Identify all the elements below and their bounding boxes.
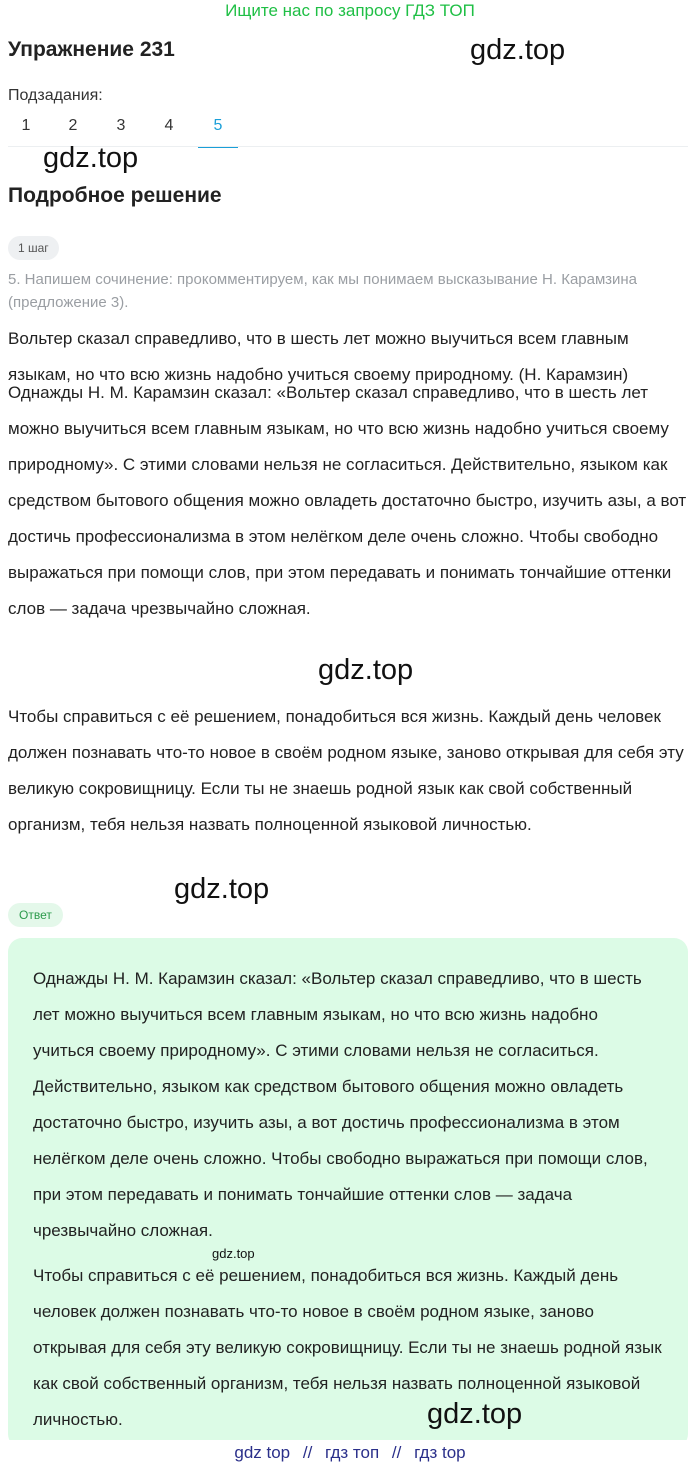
answer-paragraph-1: Однажды Н. М. Карамзин сказал: «Вольтер сказал справедливо, что в шесть лет можно выучиться всем главным языкам, но что всю жизнь надобно учиться своему природному». С этими словами нельзя не согласиться. Действительно, языком как средством бытового общения можно овладеть достаточно быстро, изучить азы, а вот достичь профессионализма в этом нелёгком деле очень сложно. Чтобы свободно выражаться при помощи слов, при этом передавать и понимать тончайшие оттенки слов — задача чрезвычайно сложная. xyxy=(33,969,648,1240)
watermark: gdz.top xyxy=(43,142,139,174)
essay-paragraph-1: Однажды Н. М. Карамзин сказал: «Вольтер сказал справедливо, что в шесть лет можно выучиться всем главным языкам, но что всю жизнь надобно учиться своему природному». С этими словами нельзя не согласиться. Действительно, языком как средством бытового общения можно овладеть достаточно быстро, изучить азы, а вот достичь профессионализма в этом нелёгком деле очень сложно. Чтобы свободно выражаться при помощи слов, при этом передавать и понимать тончайшие оттенки слов — задача чрезвычайно сложная. xyxy=(8,383,687,618)
footer-separator: // xyxy=(302,1443,313,1462)
subtask-tab-5[interactable]: 5 xyxy=(198,112,238,148)
answer-badge: Ответ xyxy=(8,903,63,927)
answer-paragraph-2: Чтобы справиться с её решением, понадобиться вся жизнь. Каждый день человек должен познавать что-то новое в своём родном языке, заново открывая для себя эту великую сокровищницу. Если ты не знаешь родной язык как свой собственный организм, тебя нельзя назвать полноценной языковой личностью. xyxy=(33,1266,662,1429)
step-badge: 1 шаг xyxy=(8,236,59,260)
subtask-tab-3[interactable]: 3 xyxy=(116,117,126,134)
footer-separator: // xyxy=(391,1443,402,1462)
subtasks-label: Подзадания: xyxy=(8,87,103,104)
watermark: gdz.top xyxy=(318,654,414,686)
subtask-tab-2[interactable]: 2 xyxy=(68,117,78,134)
watermark: gdz.top xyxy=(427,1398,523,1430)
quote-text: Вольтер сказал справедливо, что в шесть лет можно выучиться всем главным языкам, но что всю жизнь надобно учиться своему природному. (Н. Карамзин) xyxy=(8,329,629,384)
footer-link-gdz-top-mixed[interactable]: гдз top xyxy=(414,1443,466,1462)
subtask-tab-1[interactable]: 1 xyxy=(21,117,31,134)
watermark: gdz.top xyxy=(174,873,270,905)
footer-link-gdz-top[interactable]: gdz top xyxy=(234,1443,291,1462)
search-banner: Ищите нас по запросу ГДЗ ТОП xyxy=(225,1,475,20)
watermark: gdz.top xyxy=(470,34,566,66)
solution-title: Подробное решение xyxy=(8,184,222,207)
task-hint: 5. Напишем сочинение: прокомментируем, как мы понимаем высказывание Н. Карамзина (предложение 3). xyxy=(8,271,638,311)
subtask-tab-4[interactable]: 4 xyxy=(164,117,174,134)
watermark: gdz.top xyxy=(212,1246,255,1261)
essay-paragraph-2: Чтобы справиться с её решением, понадобиться вся жизнь. Каждый день человек должен познавать что-то новое в своём родном языке, заново открывая для себя эту великую сокровищницу. Если ты не знаешь родной язык как свой собственный организм, тебя нельзя назвать полноценной языковой личностью. xyxy=(8,707,684,834)
footer-link-gdz-top-ru[interactable]: гдз топ xyxy=(325,1443,380,1462)
page-title: Упражнение 231 xyxy=(8,38,175,61)
footer-links xyxy=(0,1440,700,1468)
